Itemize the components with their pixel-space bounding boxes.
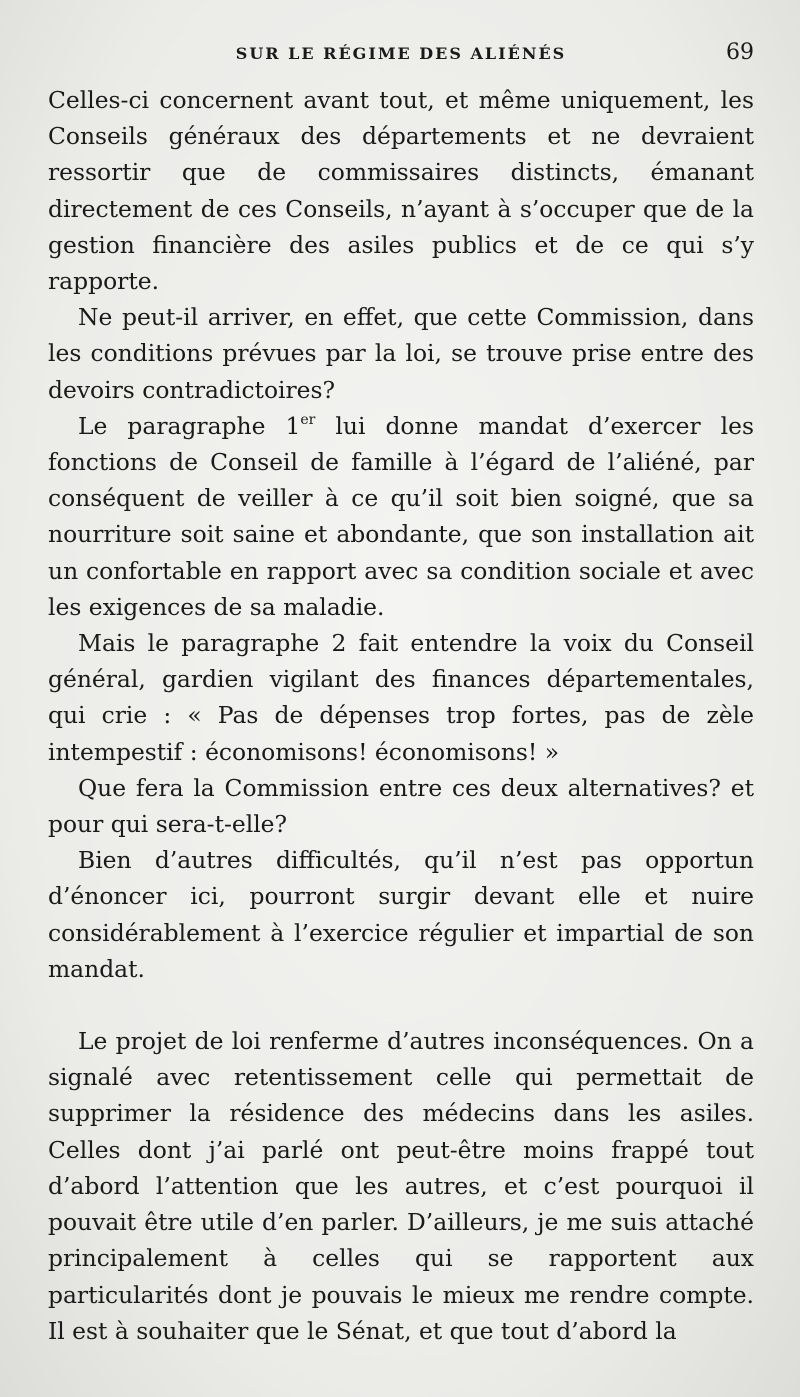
superscript-er: er bbox=[300, 412, 316, 429]
paragraph-ne-peut-il: Ne peut-il arriver, en effet, que cette Commission, dans les conditions prévues par la loi, se trouve prise entre des devoirs contradictoires? bbox=[48, 303, 754, 404]
body-text bbox=[48, 82, 754, 1349]
paragraph-celles-ci: Celles-ci concernent avant tout, et même uniquement, les Conseils généraux des départements et ne devraient ressortir que de commissaires distincts, émanant directement de ces Conseils, n’ayant à s’occuper que de la gestion financière des asiles publics et de ce qui s’y rapporte. bbox=[48, 86, 754, 296]
paragraph-mais-le-paragraphe-2: Mais le paragraphe 2 fait entendre la voix du Conseil général, gardien vigilant des finances départementales, qui crie : « Pas de dépenses trop fortes, pas de zèle intempestif : économisons! économisons! » bbox=[48, 629, 754, 766]
paragraph-bien-d-autres: Bien d’autres difficultés, qu’il n’est pas opportun d’énoncer ici, pourront surgir devant elle et nuire considérablement à l’exercice régulier et impartial de son mandat. bbox=[48, 846, 754, 983]
paragraph-que-fera: Que fera la Commission entre ces deux alternatives? et pour qui sera-t-elle? bbox=[48, 773, 754, 839]
paragraph-1-start: Le paragraphe 1 bbox=[78, 411, 301, 440]
paragraph-1-rest: lui donne mandat d’exercer les fonctions de Conseil de famille à l’égard de l’aliéné, par conséquent de veiller à ce qu’il soit bien soigné, que sa nourriture soit saine et abondante, que son installation ait un confortable en rapport avec sa condition sociale et avec les exigences de sa maladie. bbox=[48, 411, 755, 621]
paragraph-le-paragraphe-1 bbox=[48, 408, 754, 625]
running-title: SUR LE RÉGIME DES ALIÉNÉS bbox=[235, 44, 567, 63]
paragraph-le-projet-de-loi: Le projet de loi renferme d’autres inconséquences. On a signalé avec retentissement celle qui permettait de supprimer la résidence des médecins dans les asiles. Celles dont j’ai parlé ont peut-être moins frappé tout d’abord l’attention que les autres, et c’est pourquoi il pouvait être utile d’en parler. D’ailleurs, je me suis attaché principalement à celles qui se rapportent aux particularités dont je pouvais le mieux me rendre compte. Il est à souhaiter que le Sénat, et que tout d’abord la bbox=[48, 1027, 754, 1345]
page-header bbox=[48, 40, 754, 70]
page-number: 69 bbox=[726, 40, 754, 65]
